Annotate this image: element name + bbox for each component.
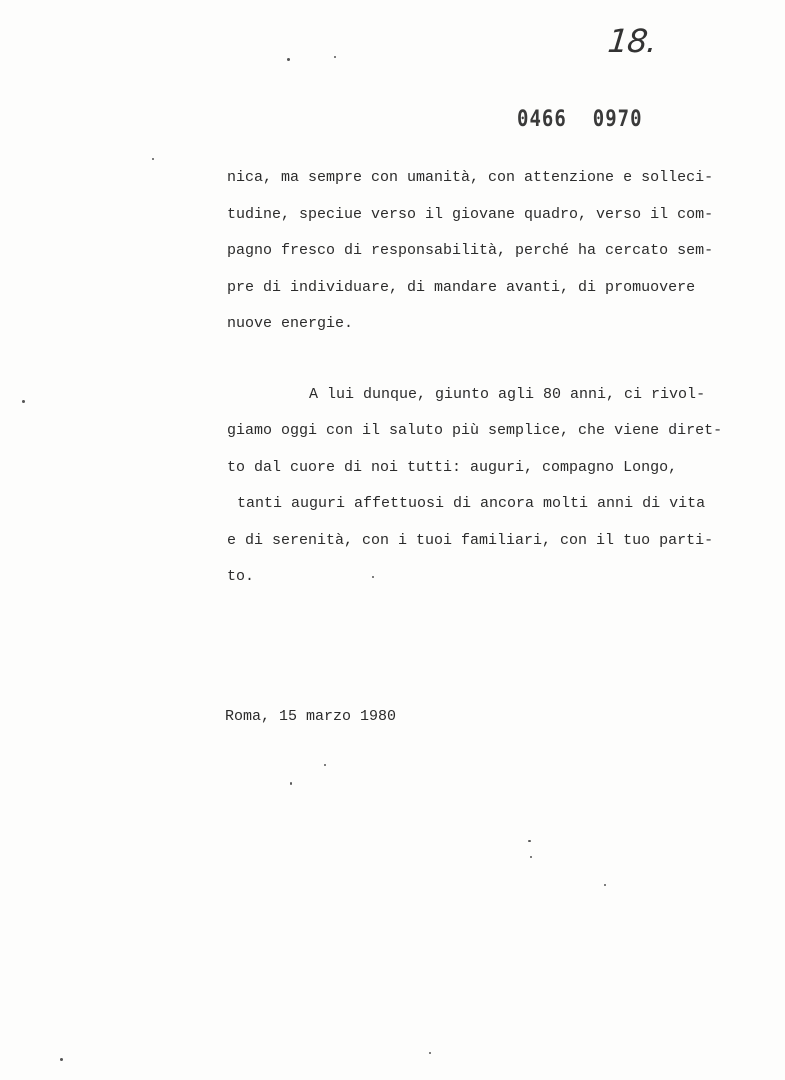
text-line: to.: [227, 568, 255, 585]
scan-speck: [372, 576, 374, 578]
place-date: Roma, 15 marzo 1980: [225, 708, 397, 725]
archive-code: [517, 106, 643, 131]
scan-speck: [530, 856, 532, 858]
text-line: A lui dunque, giunto agli 80 anni, ci rivol-: [309, 385, 706, 403]
text-line: tudine, speciue verso il giovane quadro, verso il com-: [227, 205, 714, 223]
text-line: nuove energie.: [227, 315, 354, 332]
text-line: to dal cuore di noi tutti: auguri, compagno Longo,: [227, 458, 678, 476]
archive-code-right: 0970: [592, 106, 643, 132]
scan-speck: [22, 400, 25, 403]
scan-speck: [604, 884, 606, 886]
text-line: nica, ma sempre con umanità, con attenzione e solleci-: [227, 169, 714, 186]
archive-code-left: 0466: [517, 106, 567, 132]
paragraph-1: [227, 160, 747, 343]
scan-speck: [290, 782, 292, 785]
text-line: giamo oggi con il saluto più semplice, che viene diret-: [227, 422, 723, 439]
scan-speck: [324, 764, 326, 766]
scan-speck: [528, 840, 531, 842]
paragraph-2: [227, 377, 747, 596]
text-line: pre di individuare, di mandare avanti, di promuovere: [227, 278, 696, 296]
scan-speck: [287, 58, 290, 61]
scan-speck: [152, 158, 154, 160]
handwritten-page-number: 18.: [606, 22, 658, 60]
scan-speck: [60, 1058, 63, 1061]
text-line: tanti auguri affettuosi di ancora molti anni di vita: [237, 495, 706, 512]
text-line: pagno fresco di responsabilità, perché ha cercato sem-: [227, 242, 714, 259]
scan-speck: [429, 1052, 431, 1054]
letter-body: [227, 160, 747, 596]
scan-speck: [334, 56, 336, 58]
text-line: e di serenità, con i tuoi familiari, con il tuo parti-: [227, 531, 714, 549]
